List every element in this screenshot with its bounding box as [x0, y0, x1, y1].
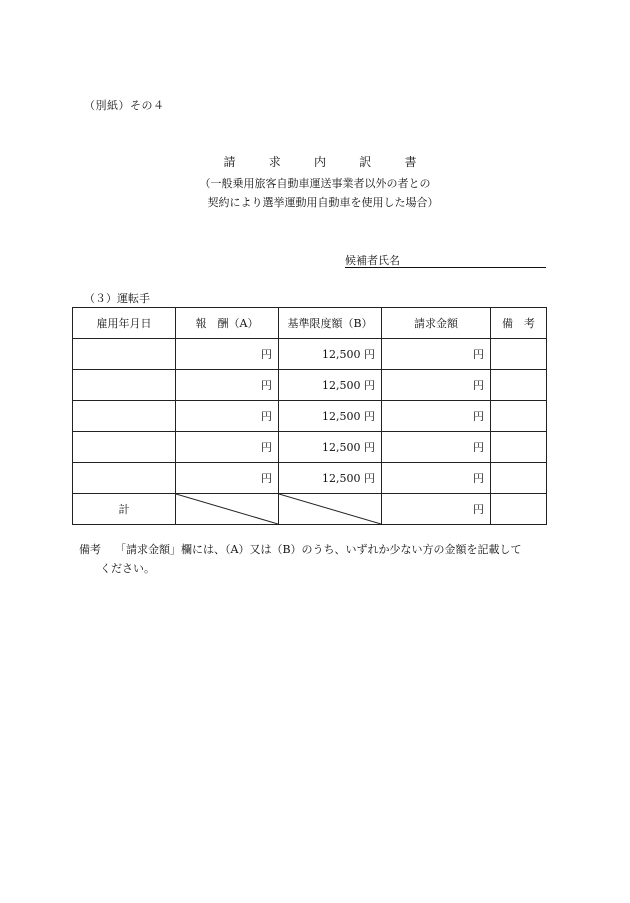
- header-limit: 基準限度額（B）: [279, 308, 382, 339]
- cell-remarks[interactable]: [491, 432, 547, 463]
- candidate-name-label: 候補者氏名: [345, 254, 400, 267]
- total-limit-crossed-cell: [279, 494, 382, 525]
- note-line-2: ください。: [100, 562, 155, 575]
- header-remarks: 備 考: [491, 308, 547, 339]
- subtitle-line-1: （一般乗用旅客自動車運送事業者以外の者との: [199, 177, 431, 190]
- cell-pay[interactable]: 円: [176, 370, 279, 401]
- cell-limit: 12,500 円: [279, 463, 382, 494]
- table-row: [73, 432, 547, 463]
- cell-remarks[interactable]: [491, 339, 547, 370]
- table-row: [73, 339, 547, 370]
- cell-limit: 12,500 円: [279, 339, 382, 370]
- cell-pay[interactable]: 円: [176, 401, 279, 432]
- table-row: [73, 463, 547, 494]
- remarks-note: [79, 540, 559, 578]
- total-claim[interactable]: 円: [382, 494, 491, 525]
- annex-label: （別紙）その４: [84, 99, 165, 112]
- title-char: 請: [223, 155, 236, 169]
- title-char: 書: [404, 155, 417, 169]
- diagonal-line: [176, 494, 278, 524]
- cell-pay[interactable]: 円: [176, 432, 279, 463]
- cell-remarks[interactable]: [491, 370, 547, 401]
- title-characters: [224, 153, 417, 170]
- cell-date[interactable]: [73, 339, 176, 370]
- title-char: 内: [313, 155, 326, 169]
- total-label: 計: [73, 494, 176, 525]
- cell-claim[interactable]: 円: [382, 463, 491, 494]
- document-subtitle: [0, 174, 630, 212]
- cell-date[interactable]: [73, 370, 176, 401]
- document-title: [0, 153, 630, 170]
- cell-date[interactable]: [73, 463, 176, 494]
- cell-limit: 12,500 円: [279, 370, 382, 401]
- cell-limit: 12,500 円: [279, 432, 382, 463]
- cell-claim[interactable]: 円: [382, 339, 491, 370]
- table-row: [73, 370, 547, 401]
- table-header-row: [73, 308, 547, 339]
- title-char: 求: [268, 155, 281, 169]
- cell-limit: 12,500 円: [279, 401, 382, 432]
- cell-pay[interactable]: 円: [176, 339, 279, 370]
- note-label: 備考: [79, 543, 101, 556]
- cell-claim[interactable]: 円: [382, 401, 491, 432]
- cell-remarks[interactable]: [491, 401, 547, 432]
- candidate-name-field[interactable]: [345, 252, 546, 268]
- diagonal-line: [279, 494, 381, 524]
- cell-claim[interactable]: 円: [382, 370, 491, 401]
- header-claim: 請求金額: [382, 308, 491, 339]
- note-line-1: 「請求金額」欄には、（A）又は（B）のうち、いずれか少ない方の金額を記載して: [115, 543, 522, 556]
- section-label: （３）運転手: [84, 292, 150, 305]
- table-row: [73, 401, 547, 432]
- cell-pay[interactable]: 円: [176, 463, 279, 494]
- cell-date[interactable]: [73, 401, 176, 432]
- total-pay-crossed-cell: [176, 494, 279, 525]
- header-pay: 報 酬（A）: [176, 308, 279, 339]
- subtitle-line-2: 契約により選挙運動用自動車を使用した場合）: [207, 196, 439, 209]
- header-employment-date: 雇用年月日: [73, 308, 176, 339]
- driver-claim-table: [72, 307, 547, 525]
- cell-claim[interactable]: 円: [382, 432, 491, 463]
- cell-date[interactable]: [73, 432, 176, 463]
- title-char: 訳: [359, 155, 372, 169]
- total-remarks[interactable]: [491, 494, 547, 525]
- total-row: [73, 494, 547, 525]
- cell-remarks[interactable]: [491, 463, 547, 494]
